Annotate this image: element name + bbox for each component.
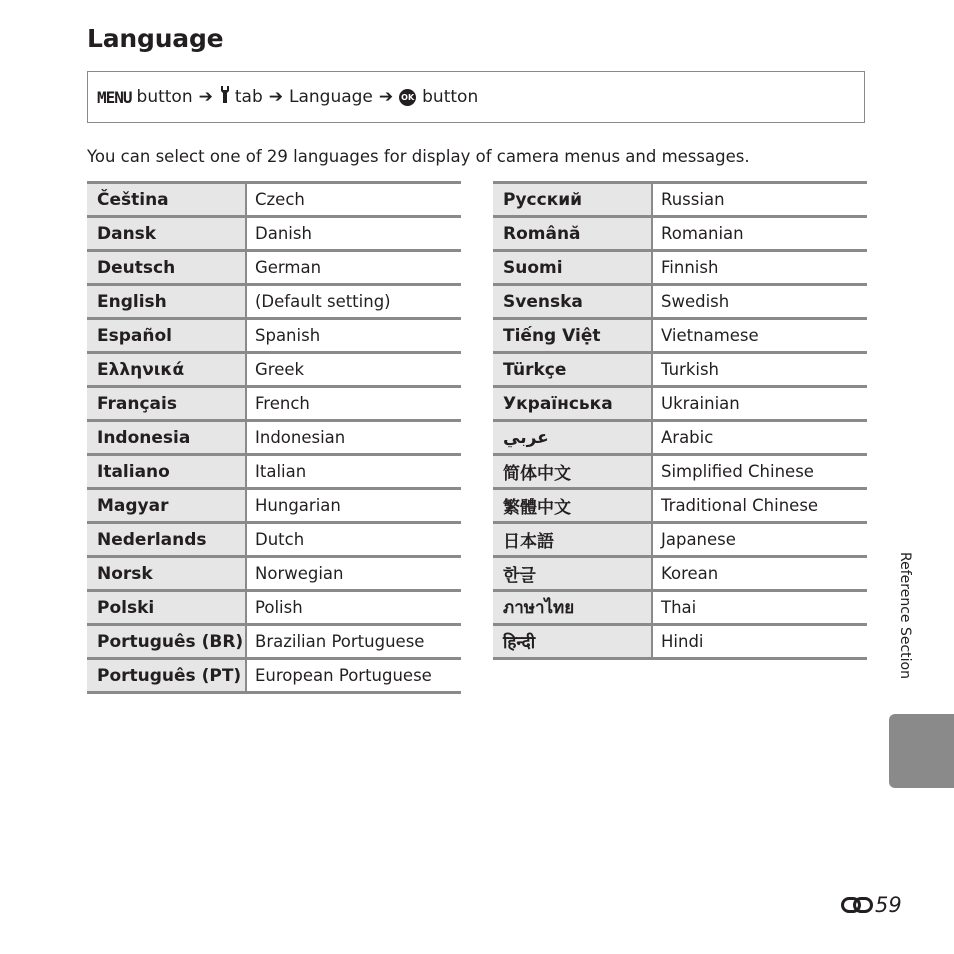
language-english-name: Turkish bbox=[652, 353, 867, 387]
table-row bbox=[493, 251, 867, 285]
language-native-name: Română bbox=[493, 217, 652, 251]
language-table-left bbox=[87, 181, 461, 694]
language-english-name: Romanian bbox=[652, 217, 867, 251]
intro-text: You can select one of 29 languages for display of camera menus and messages. bbox=[87, 147, 750, 166]
table-row bbox=[87, 285, 461, 319]
page-number-value: 59 bbox=[875, 893, 902, 917]
table-row bbox=[493, 387, 867, 421]
language-english-name: German bbox=[246, 251, 461, 285]
language-english-name: Simplified Chinese bbox=[652, 455, 867, 489]
table-row bbox=[493, 421, 867, 455]
arrow-right-icon: ➔ bbox=[378, 87, 394, 107]
table-row bbox=[493, 523, 867, 557]
table-row bbox=[493, 625, 867, 659]
language-native-name: Українська bbox=[493, 387, 652, 421]
section-tab bbox=[889, 714, 954, 788]
table-row bbox=[493, 557, 867, 591]
language-native-name: Ελληνικά bbox=[87, 353, 246, 387]
wrench-icon bbox=[219, 86, 231, 108]
language-native-name: 繁體中文 bbox=[493, 489, 652, 523]
language-english-name: Danish bbox=[246, 217, 461, 251]
language-english-name: Hindi bbox=[652, 625, 867, 659]
language-english-name: Spanish bbox=[246, 319, 461, 353]
table-row bbox=[493, 285, 867, 319]
language-english-name: Indonesian bbox=[246, 421, 461, 455]
arrow-right-icon: ➔ bbox=[268, 87, 283, 107]
language-english-name: Brazilian Portuguese bbox=[246, 625, 461, 659]
language-english-name: Greek bbox=[246, 353, 461, 387]
language-native-name: Indonesia bbox=[87, 421, 246, 455]
language-native-name: Русский bbox=[493, 183, 652, 217]
language-native-name: Norsk bbox=[87, 557, 246, 591]
section-side-label: Reference Section bbox=[897, 552, 913, 679]
language-word: Language bbox=[288, 87, 373, 107]
language-english-name: Traditional Chinese bbox=[652, 489, 867, 523]
language-english-name: Italian bbox=[246, 455, 461, 489]
language-native-name: Türkçe bbox=[493, 353, 652, 387]
language-english-name: Ukrainian bbox=[652, 387, 867, 421]
language-english-name: Polish bbox=[246, 591, 461, 625]
table-row bbox=[87, 455, 461, 489]
language-native-name: Português (BR) bbox=[87, 625, 246, 659]
page-title: Language bbox=[87, 24, 224, 53]
table-row bbox=[87, 319, 461, 353]
table-row bbox=[87, 659, 461, 693]
table-row bbox=[493, 183, 867, 217]
language-native-name: Magyar bbox=[87, 489, 246, 523]
language-english-name: Arabic bbox=[652, 421, 867, 455]
language-english-name: Thai bbox=[652, 591, 867, 625]
language-native-name: ภาษาไทย bbox=[493, 591, 652, 625]
table-row bbox=[87, 557, 461, 591]
language-native-name: Français bbox=[87, 387, 246, 421]
language-english-name: Czech bbox=[246, 183, 461, 217]
table-row bbox=[87, 421, 461, 455]
language-native-name: English bbox=[87, 285, 246, 319]
language-english-name: Swedish bbox=[652, 285, 867, 319]
language-native-name: Deutsch bbox=[87, 251, 246, 285]
language-native-name: 日本語 bbox=[493, 523, 652, 557]
table-row bbox=[87, 489, 461, 523]
table-row bbox=[87, 625, 461, 659]
language-native-name: Svenska bbox=[493, 285, 652, 319]
table-row bbox=[87, 251, 461, 285]
table-row bbox=[87, 183, 461, 217]
language-native-name: हिन्दी bbox=[493, 625, 652, 659]
table-row bbox=[493, 489, 867, 523]
language-english-name: Japanese bbox=[652, 523, 867, 557]
language-english-name: European Portuguese bbox=[246, 659, 461, 693]
table-row bbox=[87, 353, 461, 387]
language-native-name: Nederlands bbox=[87, 523, 246, 557]
menu-key: MENU bbox=[97, 87, 132, 107]
language-english-name: Dutch bbox=[246, 523, 461, 557]
language-native-name: Čeština bbox=[87, 183, 246, 217]
table-row bbox=[493, 319, 867, 353]
table-row bbox=[493, 217, 867, 251]
language-english-name: Russian bbox=[652, 183, 867, 217]
language-native-name: Suomi bbox=[493, 251, 652, 285]
arrow-right-icon: ➔ bbox=[198, 87, 213, 107]
language-native-name: Dansk bbox=[87, 217, 246, 251]
language-native-name: Português (PT) bbox=[87, 659, 246, 693]
table-row bbox=[87, 217, 461, 251]
table-row bbox=[493, 591, 867, 625]
page-number bbox=[841, 893, 902, 917]
tab-word: tab bbox=[234, 87, 263, 107]
table-row bbox=[87, 523, 461, 557]
language-english-name: (Default setting) bbox=[246, 285, 461, 319]
menu-path-box bbox=[87, 71, 865, 123]
table-row bbox=[493, 455, 867, 489]
language-native-name: Español bbox=[87, 319, 246, 353]
language-english-name: Finnish bbox=[652, 251, 867, 285]
language-english-name: French bbox=[246, 387, 461, 421]
language-english-name: Vietnamese bbox=[652, 319, 867, 353]
chain-link-icon bbox=[841, 895, 873, 915]
language-english-name: Korean bbox=[652, 557, 867, 591]
language-native-name: 한글 bbox=[493, 557, 652, 591]
ok-button-icon: OK bbox=[399, 89, 416, 106]
language-native-name: 简体中文 bbox=[493, 455, 652, 489]
language-english-name: Hungarian bbox=[246, 489, 461, 523]
language-english-name: Norwegian bbox=[246, 557, 461, 591]
table-row bbox=[87, 591, 461, 625]
menu-button-word: button bbox=[136, 87, 193, 107]
ok-button-word: button bbox=[422, 87, 479, 107]
table-row bbox=[87, 387, 461, 421]
language-native-name: Tiếng Việt bbox=[493, 319, 652, 353]
language-native-name: Italiano bbox=[87, 455, 246, 489]
language-native-name: عربي bbox=[493, 421, 652, 455]
language-native-name: Polski bbox=[87, 591, 246, 625]
language-table-right bbox=[493, 181, 867, 660]
table-row bbox=[493, 353, 867, 387]
